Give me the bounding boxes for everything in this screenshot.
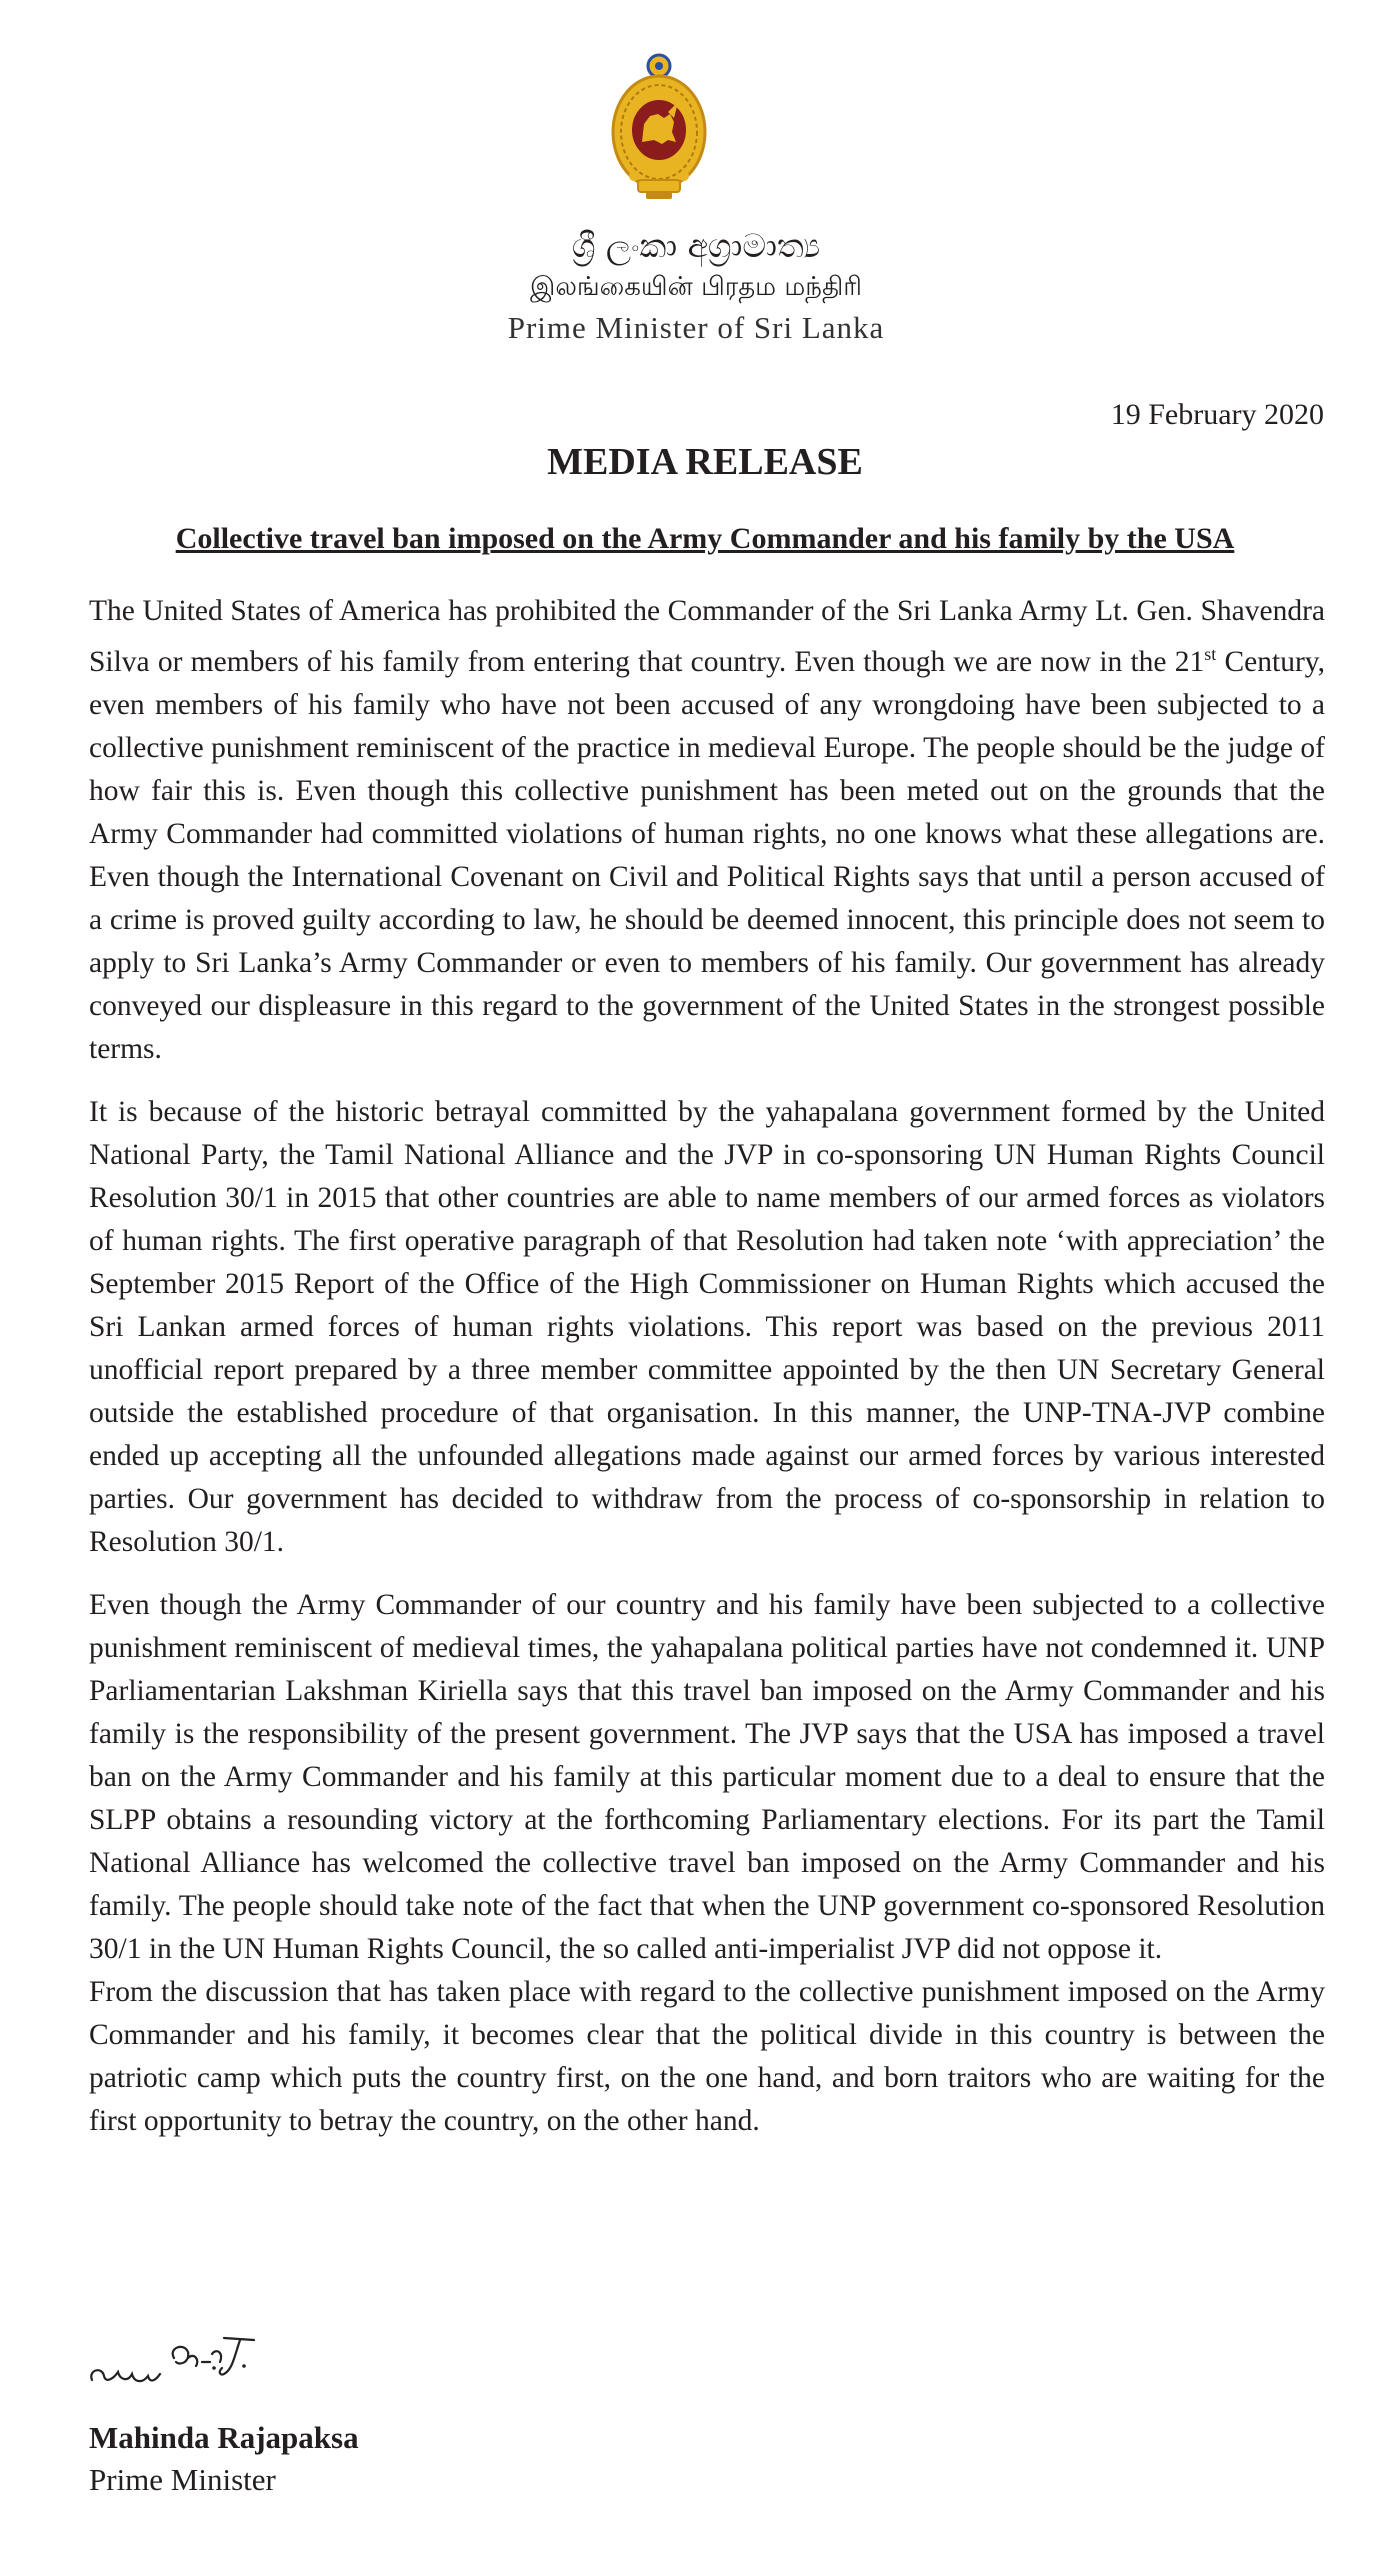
paragraph-1-text-b: Century, even members of his family who have not been accused of any wrongdoing have been subjected to a collective punishment reminiscent of the practice in medieval Europe. The people should be the judge of how fair this is. Even though this collective punishment has been meted out on the grounds that the Army Commander had committed violations of human rights, no one knows what these allegations are. Even though the International Covenant on Civil and Political Rights says that until a person accused of a crime is proved guilty according to law, he should be deemed innocent, this principle does not seem to apply to Sri Lanka’s Army Commander or even to members of his family. Our government has already conveyed our displeasure in this regard to the government of the United States in the strongest possible terms. [89, 645, 1326, 1065]
release-date: 19 February 2020 [1110, 398, 1324, 431]
office-name-sinhala: ශ්‍රී ලංකා අග්‍රාමාත්‍ය [571, 226, 821, 265]
paragraph-1 [89, 590, 1325, 1071]
signatory-name: Mahinda Rajapaksa [89, 2420, 359, 2455]
paragraph-1-text-a: The United States of America has prohibited the Commander of the Sri Lanka Army Lt. Gen. Shavendra Silva or members of his family from entering that country. Even though we are now in the 21 [89, 595, 1325, 678]
sri-lanka-emblem-icon [604, 52, 714, 202]
release-body [89, 590, 1325, 2143]
office-name-tamil: இலங்கையின் பிரதம மந்திரி [530, 272, 862, 302]
signatory-title: Prime Minister [89, 2462, 276, 2497]
office-name-english: Prime Minister of Sri Lanka [507, 310, 885, 345]
page-title: MEDIA RELEASE [547, 441, 863, 483]
paragraph-2: It is because of the historic betrayal committed by the yahapalana government formed by the United National Party, the Tamil National Alliance and the JVP in co-sponsoring UN Human Rights Council Resolution 30/1 in 2015 that other countries are able to name members of our armed forces as violators of human rights. The first operative paragraph of that Resolution had taken note ‘with appreciation’ the September 2015 Report of the Office of the High Commissioner on Human Rights which accused the Sri Lankan armed forces of human rights violations. This report was based on the previous 2011 unofficial report prepared by a three member committee appointed by the then UN Secretary General outside the established procedure of that organisation. In this manner, the UNP-TNA-JVP combine ended up accepting all the unfounded allegations made against our armed forces by various interested parties. Our government has decided to withdraw from the process of co-sponsorship in relation to Resolution 30/1. [89, 1095, 1325, 1558]
paragraph-4: From the discussion that has taken place with regard to the collective punishment imposed on the Army Commander and his family, it becomes clear that the political divide in this country is between the patriotic camp which puts the country first, on the one hand, and born traitors who are waiting for the first opportunity to betray the country, on the other hand. [89, 1975, 1325, 2137]
signature-image [84, 2318, 284, 2398]
paragraph-3: Even though the Army Commander of our country and his family have been subjected to a collective punishment reminiscent of medieval times, the yahapalana political parties have not condemned it. UNP Parliamentarian Lakshman Kiriella says that this travel ban imposed on the Army Commander and his family is the responsibility of the present government. The JVP says that the USA has imposed a travel ban on the Army Commander and his family at this particular moment due to a deal to ensure that the SLPP obtains a resounding victory at the forthcoming Parliamentary elections. For its part the Tamil National Alliance has welcomed the collective travel ban imposed on the Army Commander and his family. The people should take note of the fact that when the UNP government co-sponsored Resolution 30/1 in the UN Human Rights Council, the so called anti-imperialist JVP did not oppose it. [89, 1588, 1325, 1965]
ordinal-suffix: st [1204, 644, 1217, 664]
release-subheading: Collective travel ban imposed on the Army Commander and his family by the USA [175, 522, 1235, 555]
